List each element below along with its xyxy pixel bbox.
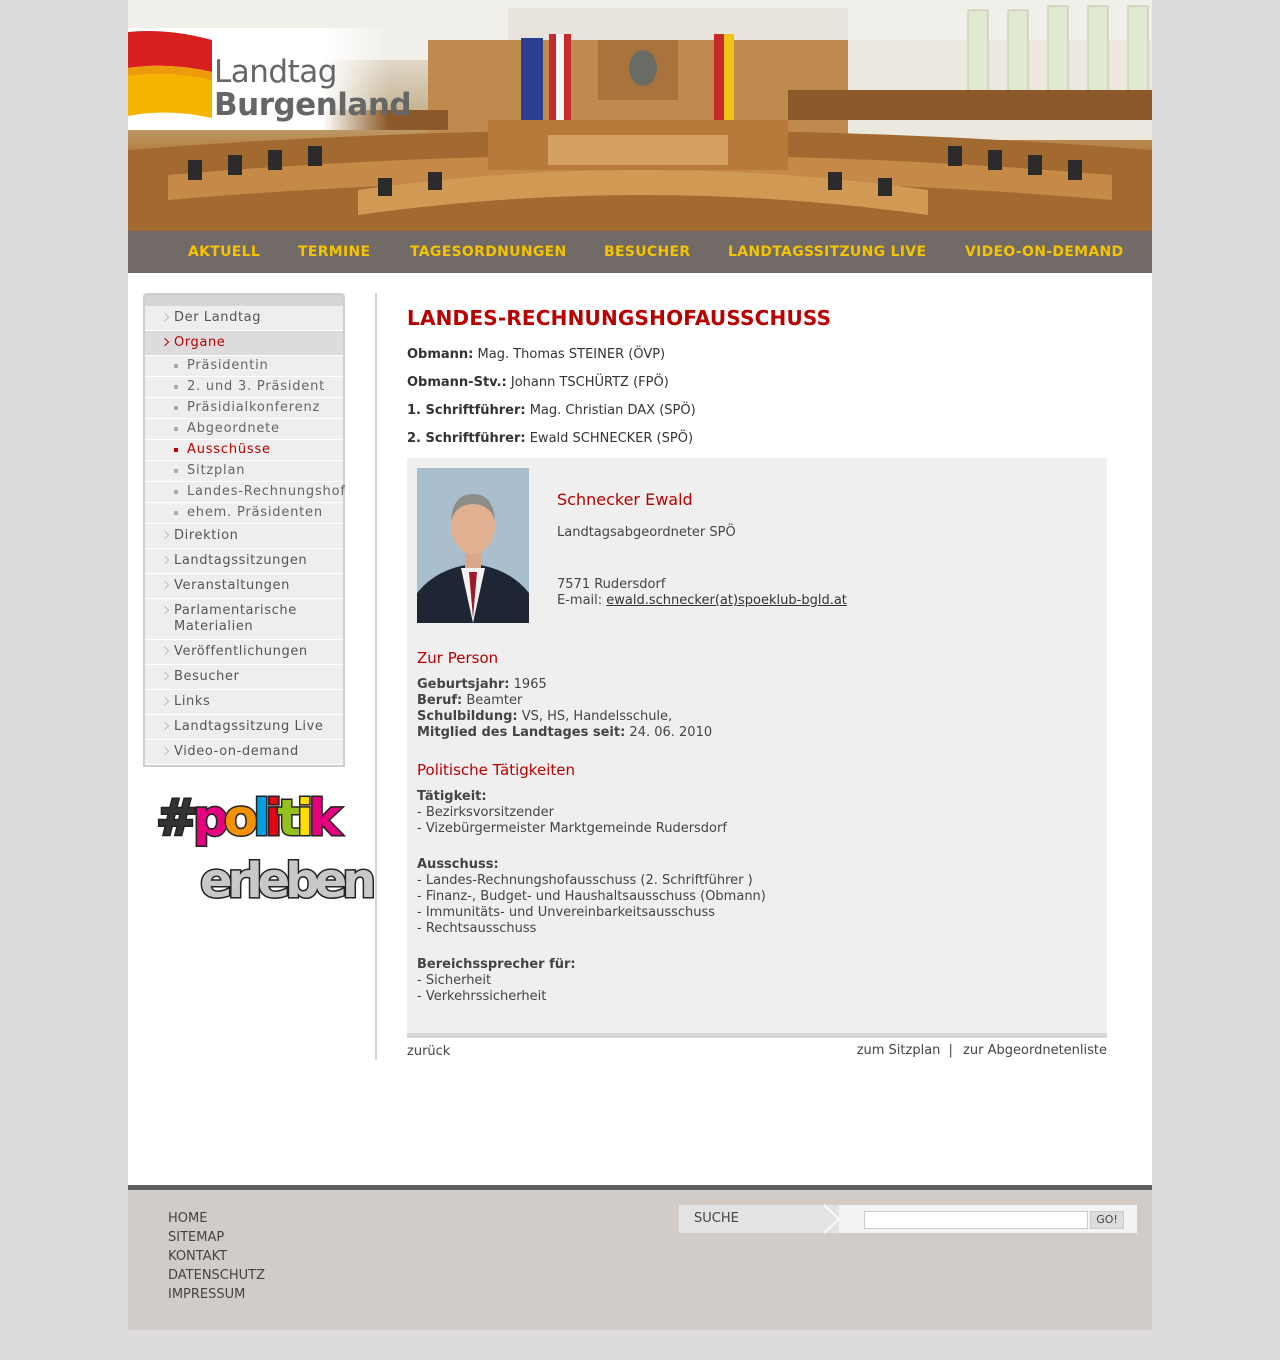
sidebar-top-bar xyxy=(145,296,343,306)
chevron-right-icon xyxy=(161,531,169,539)
politik-erleben-line1: #politik xyxy=(156,789,337,847)
header-banner xyxy=(128,0,1152,231)
logo-line2: Burgenland xyxy=(214,87,412,123)
logo-line1: Landtag xyxy=(214,54,337,90)
bereichssprecher-item: - Sicherheit xyxy=(417,973,492,988)
logo[interactable] xyxy=(128,28,412,130)
footer-link-home[interactable]: HOME xyxy=(168,1211,208,1226)
chevron-right-icon xyxy=(161,606,169,614)
arrow-right-icon xyxy=(822,1205,842,1233)
content-divider xyxy=(375,293,377,1060)
footer-link-kontakt[interactable]: KONTAKT xyxy=(168,1249,228,1264)
schulbildung: Schulbildung: VS, HS, Handelsschule, xyxy=(417,709,673,724)
sidebar-subitem-praesident[interactable]: 2. und 3. Präsident xyxy=(145,377,343,398)
geburtsjahr: Geburtsjahr: 1965 xyxy=(417,677,547,692)
sidebar-item-besucher[interactable]: Besucher xyxy=(145,665,343,690)
sidebar-subitem-ehem-praesidenten[interactable]: ehem. Präsidenten xyxy=(145,503,343,524)
link-separator: | xyxy=(948,1043,953,1058)
ausschuss-item: - Rechtsausschuss xyxy=(417,921,537,936)
chevron-right-icon xyxy=(161,338,169,346)
nav-tagesordnungen[interactable]: TAGESORDNUNGEN xyxy=(410,244,567,260)
sidebar-item-landtagssitzungen[interactable]: Landtagssitzungen xyxy=(145,549,343,574)
role-obmann-stv: Obmann-Stv.: Johann TSCHÜRTZ (FPÖ) xyxy=(407,375,669,390)
bullet-icon xyxy=(174,427,178,431)
member-name: Schnecker Ewald xyxy=(557,490,693,509)
bullet-icon xyxy=(174,511,178,515)
chevron-right-icon xyxy=(161,722,169,730)
footer xyxy=(128,1185,1152,1330)
zur-person-heading: Zur Person xyxy=(417,649,499,667)
ausschuss-item: - Immunitäts- und Unvereinbarkeitsausschuss xyxy=(417,905,716,920)
politik-erleben-line2: erleben xyxy=(200,853,372,909)
chevron-right-icon xyxy=(161,697,169,705)
mitglied-seit: Mitglied des Landtages seit: 24. 06. 2010 xyxy=(417,725,713,740)
nav-besucher[interactable]: BESUCHER xyxy=(604,244,691,260)
sidebar-subitem-praesidentin[interactable]: Präsidentin xyxy=(145,356,343,377)
member-address: 7571 Rudersdorf xyxy=(557,577,666,592)
sidebar-item-organe[interactable]: Organe xyxy=(145,331,343,356)
main-navigation xyxy=(128,231,1152,273)
sidebar-item-video-on-demand[interactable]: Video-on-demand xyxy=(145,740,343,765)
sidebar-item-landtagssitzung-live[interactable]: Landtagssitzung Live xyxy=(145,715,343,740)
sidebar-item-veroeffentlichungen[interactable]: Veröffentlichungen xyxy=(145,640,343,665)
chevron-right-icon xyxy=(161,647,169,655)
chevron-right-icon xyxy=(161,747,169,755)
bereichssprecher-item: - Verkehrssicherheit xyxy=(417,989,547,1004)
sidebar-item-links[interactable]: Links xyxy=(145,690,343,715)
sidebar-subitem-landes-rechnungshof[interactable]: Landes-Rechnungshof xyxy=(145,482,343,503)
ausschuss-item: - Landes-Rechnungshofausschuss (2. Schriftführer ) xyxy=(417,873,753,888)
main-content xyxy=(407,306,1107,1059)
card-footer-links xyxy=(857,1043,1107,1058)
sidebar-subitem-ausschuesse[interactable]: Ausschüsse xyxy=(145,440,343,461)
footer-link-impressum[interactable]: IMPRESSUM xyxy=(168,1287,246,1302)
taetigkeit-item: - Vizebürgermeister Marktgemeinde Rudersdorf xyxy=(417,821,727,836)
member-photo xyxy=(417,468,529,623)
sidebar-item-der-landtag[interactable]: Der Landtag xyxy=(145,306,343,331)
taetigkeit-label: Tätigkeit: xyxy=(417,789,487,804)
sidebar-subitem-praesidialkonferenz[interactable]: Präsidialkonferenz xyxy=(145,398,343,419)
bullet-icon xyxy=(174,490,178,494)
sidebar-item-veranstaltungen[interactable]: Veranstaltungen xyxy=(145,574,343,599)
sidebar-item-parlamentarische-materialien[interactable]: Parlamentarische Materialien xyxy=(145,599,343,640)
search-box xyxy=(679,1205,1137,1233)
page-title: LANDES-RECHNUNGSHOFAUSSCHUSS xyxy=(407,306,832,330)
search-input[interactable] xyxy=(864,1211,1088,1229)
nav-landtagssitzung-live[interactable]: LANDTAGSSITZUNG LIVE xyxy=(728,244,927,260)
bullet-icon xyxy=(174,364,178,368)
member-card xyxy=(407,458,1107,1038)
politik-erleben-logo[interactable] xyxy=(154,783,372,909)
bullet-icon xyxy=(174,385,178,389)
back-link[interactable]: zurück xyxy=(407,1044,451,1059)
politische-taetigkeiten-heading: Politische Tätigkeiten xyxy=(417,761,575,779)
member-function: Landtagsabgeordneter SPÖ xyxy=(557,525,736,540)
sidebar-menu xyxy=(143,293,345,767)
role-schriftfuehrer-1: 1. Schriftführer: Mag. Christian DAX (SPÖ) xyxy=(407,403,696,418)
ausschuss-item: - Finanz-, Budget- und Haushaltsausschuss (Obmann) xyxy=(417,889,766,904)
sidebar-subitem-sitzplan[interactable]: Sitzplan xyxy=(145,461,343,482)
search-button[interactable]: GO! xyxy=(1090,1211,1124,1229)
bullet-icon xyxy=(174,406,178,410)
ausschuss-label: Ausschuss: xyxy=(417,857,499,872)
abgeordnetenliste-link[interactable]: zur Abgeordnetenliste xyxy=(963,1043,1107,1058)
member-email-link[interactable]: ewald.schnecker(at)spoeklub-bgld.at xyxy=(606,593,847,608)
footer-link-sitemap[interactable]: SITEMAP xyxy=(168,1230,225,1245)
bullet-icon xyxy=(174,469,178,473)
footer-link-datenschutz[interactable]: DATENSCHUTZ xyxy=(168,1268,266,1283)
role-obmann: Obmann: Mag. Thomas STEINER (ÖVP) xyxy=(407,347,666,362)
nav-video-on-demand[interactable]: VIDEO-ON-DEMAND xyxy=(965,244,1124,260)
page xyxy=(128,0,1152,1330)
beruf: Beruf: Beamter xyxy=(417,693,523,708)
sitzplan-link[interactable]: zum Sitzplan xyxy=(856,1043,941,1058)
bullet-icon xyxy=(174,448,178,452)
nav-aktuell[interactable]: AKTUELL xyxy=(188,244,261,260)
bereichssprecher-label: Bereichssprecher für: xyxy=(417,957,576,972)
chevron-right-icon xyxy=(161,672,169,680)
sidebar-subitem-abgeordnete[interactable]: Abgeordnete xyxy=(145,419,343,440)
role-schriftfuehrer-2: 2. Schriftführer: Ewald SCHNECKER (SPÖ) xyxy=(407,431,694,446)
burgenland-flag-icon xyxy=(128,32,212,122)
nav-termine[interactable]: TERMINE xyxy=(298,244,371,260)
sidebar-item-direktion[interactable]: Direktion xyxy=(145,524,343,549)
member-email-row: E-mail: ewald.schnecker(at)spoeklub-bgld.at xyxy=(557,593,847,608)
chevron-right-icon xyxy=(161,581,169,589)
chevron-right-icon xyxy=(161,556,169,564)
chevron-right-icon xyxy=(161,313,169,321)
taetigkeit-item: - Bezirksvorsitzender xyxy=(417,805,554,820)
search-label: SUCHE xyxy=(679,1205,839,1233)
